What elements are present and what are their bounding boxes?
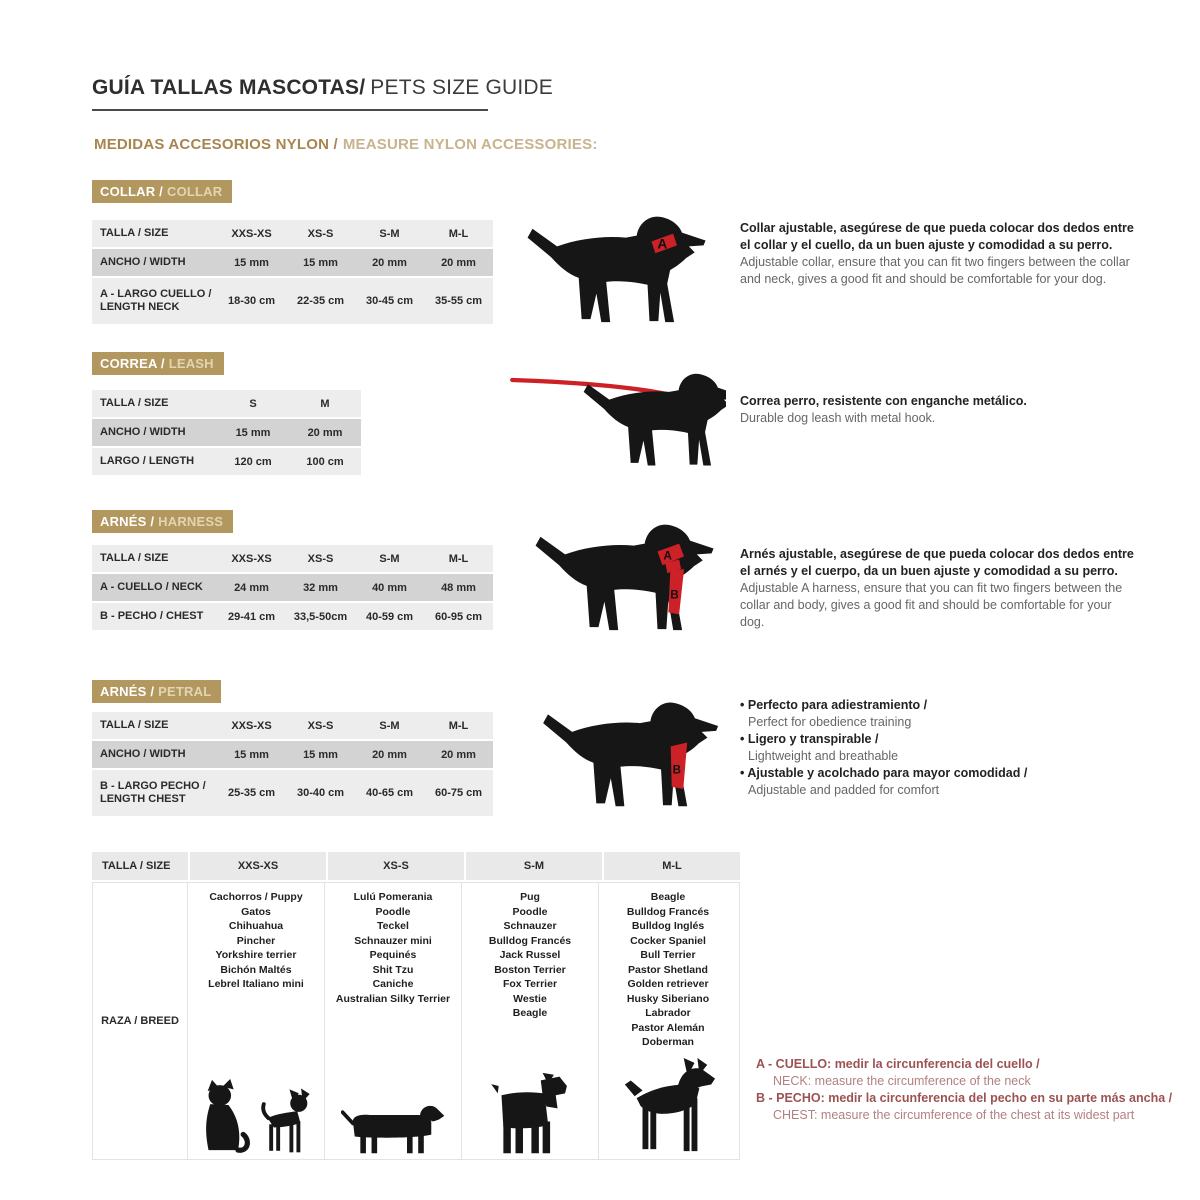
harness-desc-en: Adjustable A harness, ensure that you can fit two fingers between the collar and body, gives a good fit and should be comfortable for your dog.: [740, 581, 1123, 629]
page-title-block: [92, 76, 553, 111]
breed-table-body: [92, 882, 740, 1160]
page-title-es: GUÍA TALLAS MASCOTAS/: [92, 76, 366, 99]
table-cell: S-M: [379, 227, 400, 240]
breed-item: Bull Terrier: [640, 949, 696, 961]
table-cell: 40-59 cm: [365, 610, 414, 623]
table-row: [92, 220, 493, 247]
note-item: [756, 1090, 1172, 1124]
table-row: [92, 448, 361, 475]
note-en: CHEST: measure the circumference of the chest at its widest part: [773, 1108, 1135, 1122]
breed-item: Husky Siberiano: [626, 992, 710, 1005]
bullet-en: Lightweight and breathable: [748, 749, 899, 763]
table-cell: XS-S: [328, 852, 464, 880]
collar-description: [740, 220, 1138, 288]
breed-item: Shit Tzu: [372, 963, 414, 976]
harness-table: [92, 545, 493, 630]
leash-desc-en: Durable dog leash with metal hook.: [740, 411, 936, 425]
breed-table: [92, 852, 740, 1160]
breed-item: Beagle: [650, 891, 686, 903]
table-cell: 20 mm: [372, 256, 407, 269]
bullet-en: Perfect for obedience training: [748, 715, 912, 729]
table-cell: TALLA / SIZE: [100, 719, 169, 731]
table-cell: M-L: [448, 552, 469, 565]
breed-item: Pequinés: [369, 949, 417, 961]
breed-item: Labrador: [645, 1007, 691, 1019]
collar-table: [92, 220, 493, 324]
breed-item: Australian Silky Terrier: [335, 992, 451, 1005]
petral-dog-figure: [535, 698, 733, 814]
table-cell: LARGO / LENGTH: [100, 455, 195, 467]
breed-silhouettes: [618, 1057, 718, 1159]
breed-list: [336, 890, 450, 1006]
leash-desc-es: Correa perro, resistente con enganche metálico.: [740, 394, 1027, 408]
breed-item: Cocker Spaniel: [630, 934, 706, 947]
harness-desc-es: Arnés ajustable, asegúrese de que pueda colocar dos dedos entre el arnés y el cuerpo, da un buen ajuste y comodidad a su perro.: [740, 547, 1134, 578]
chihuahua-icon: [255, 1087, 313, 1157]
table-cell: XS-S: [307, 719, 334, 732]
breed-col-s-m: [462, 883, 599, 1159]
table-row: [92, 770, 493, 816]
breed-item: Bulldog Inglés: [631, 920, 705, 932]
table-cell: 60-95 cm: [434, 610, 483, 623]
table-cell: 40 mm: [372, 581, 407, 594]
petral-table: [92, 712, 493, 816]
note-es: B - PECHO: medir la circunferencia del pecho en su parte más ancha /: [756, 1091, 1173, 1105]
leash-table: [92, 390, 361, 475]
breed-table-header: [92, 852, 740, 880]
table-cell: TALLA / SIZE: [100, 227, 169, 239]
collar-badge-en: COLLAR: [166, 184, 223, 199]
dog-petral-icon: [535, 698, 733, 814]
collar-badge: [92, 180, 232, 203]
breed-item: Fox Terrier: [502, 978, 558, 990]
bullet-es: • Ajustable y acolchado para mayor comodidad /: [740, 766, 1027, 780]
table-cell: TALLA / SIZE: [100, 552, 169, 564]
table-cell: 15 mm: [235, 426, 271, 439]
breed-item: Doberman: [642, 1036, 694, 1048]
collar-badge-es: COLLAR /: [100, 184, 163, 199]
table-cell: TALLA / SIZE: [100, 397, 169, 409]
table-cell: XS-S: [307, 552, 334, 565]
leash-badge-en: LEASH: [168, 356, 214, 371]
table-row: [92, 249, 493, 276]
breed-item: Cachorros / Puppy: [209, 891, 303, 903]
table-cell: XXS-XS: [190, 852, 326, 880]
table-cell: 40-65 cm: [365, 787, 414, 799]
breed-item: Boston Terrier: [494, 963, 566, 976]
table-cell: B - LARGO PECHO / LENGTH CHEST: [100, 780, 206, 805]
breed-item: Chihuahua: [228, 920, 284, 932]
breed-item: Westie: [513, 992, 547, 1005]
table-cell: M-L: [448, 227, 469, 240]
harness-dog-figure: [528, 520, 728, 638]
breed-col-xxs-xs: [188, 883, 325, 1159]
subtitle-en: MEASURE NYLON ACCESSORIES:: [342, 136, 598, 153]
breed-item: Caniche: [372, 978, 414, 990]
table-cell: 24 mm: [234, 581, 269, 594]
breed-item: Beagle: [512, 1007, 548, 1019]
table-cell: A - CUELLO / NECK: [100, 581, 203, 593]
table-cell: XXS-XS: [231, 227, 272, 240]
breed-list: [627, 890, 709, 1050]
breed-silhouettes: [341, 1101, 445, 1159]
table-row: [92, 278, 493, 324]
leash-badge-es: CORREA /: [100, 356, 165, 371]
harness-badge-en: HARNESS: [158, 514, 224, 529]
breed-item: Pastor Shetland: [628, 963, 708, 976]
note-en: NECK: measure the circumference of the neck: [773, 1074, 1031, 1088]
marker-a-label: A: [657, 236, 668, 252]
petral-bullets: [740, 697, 1160, 799]
table-row: [92, 574, 493, 601]
bullet-item: [740, 765, 1160, 799]
breed-item: Yorkshire terrier: [215, 949, 297, 961]
breed-silhouettes: [199, 1079, 313, 1159]
table-cell: A - LARGO CUELLO / LENGTH NECK: [100, 288, 212, 313]
subtitle-es: MEDIDAS ACCESORIOS NYLON /: [94, 136, 338, 153]
table-cell: 15 mm: [234, 748, 269, 761]
table-cell: 20 mm: [441, 256, 476, 269]
table-cell: TALLA / SIZE: [92, 852, 188, 880]
table-cell: ANCHO / WIDTH: [100, 748, 186, 760]
breed-item: Poodle: [375, 905, 411, 918]
breed-silhouettes: [490, 1071, 570, 1159]
table-cell: XXS-XS: [231, 552, 272, 565]
dog-harness-icon: [528, 520, 728, 638]
cat-icon: [199, 1079, 251, 1157]
breed-item: Bulldog Francés: [488, 934, 572, 947]
page-title: [92, 76, 553, 100]
marker-b-label: B: [672, 763, 682, 777]
breed-col-xs-s: [325, 883, 462, 1159]
table-cell: 20 mm: [372, 748, 407, 761]
breed-item: Bulldog Francés: [626, 905, 710, 918]
breed-item: Pincher: [236, 934, 276, 947]
breed-item: Pug: [520, 891, 540, 903]
table-cell: M-L: [448, 719, 469, 732]
bullet-item: [740, 697, 1160, 731]
table-cell: 29-41 cm: [227, 610, 276, 623]
section-subtitle: [94, 136, 598, 153]
table-cell: 15 mm: [303, 256, 338, 269]
breed-col-m-l: [599, 883, 737, 1159]
breed-item: Schnauzer mini: [354, 934, 432, 947]
table-cell: 32 mm: [303, 581, 338, 594]
table-cell: 35-55 cm: [434, 295, 483, 307]
dachshund-icon: [341, 1101, 445, 1157]
table-cell: 15 mm: [303, 748, 338, 761]
table-row: [92, 741, 493, 768]
leash-dog-figure: [508, 362, 726, 480]
page-title-en: PETS SIZE GUIDE: [370, 76, 553, 99]
table-cell: 60-75 cm: [434, 787, 483, 799]
table-cell: 48 mm: [441, 581, 476, 594]
breed-item: Pastor Alemán: [631, 1021, 705, 1034]
dog-leash-icon: [508, 362, 726, 480]
table-cell: B - PECHO / CHEST: [100, 610, 204, 622]
measurement-notes: [756, 1056, 1172, 1124]
breed-item: Teckel: [377, 920, 409, 932]
table-cell: M-L: [604, 852, 740, 880]
table-row: [92, 545, 493, 572]
leash-badge: [92, 352, 224, 375]
table-cell: ANCHO / WIDTH: [100, 256, 186, 268]
table-cell: 25-35 cm: [227, 787, 276, 799]
table-cell: S-M: [379, 552, 400, 565]
petral-badge-es: ARNÉS /: [100, 684, 155, 699]
table-row: [92, 390, 361, 417]
table-cell: 22-35 cm: [296, 295, 345, 307]
breed-item: Jack Russel: [499, 949, 561, 961]
breed-list: [208, 890, 304, 992]
harness-badge-es: ARNÉS /: [100, 514, 155, 529]
harness-description: [740, 546, 1138, 631]
table-cell: ANCHO / WIDTH: [100, 426, 186, 438]
dog-collar-icon: [520, 212, 720, 330]
table-row: [92, 419, 361, 446]
breed-item: Gatos: [241, 905, 271, 918]
table-cell: 30-40 cm: [296, 787, 345, 799]
harness-badge: [92, 510, 233, 533]
table-cell: M: [320, 397, 330, 410]
note-es: A - CUELLO: medir la circunferencia del cuello /: [756, 1057, 1040, 1071]
table-cell: 18-30 cm: [227, 295, 276, 307]
petral-badge: [92, 680, 221, 703]
table-cell: 20 mm: [307, 426, 343, 439]
table-cell: S: [249, 397, 257, 410]
table-cell: S-M: [466, 852, 602, 880]
table-cell: 100 cm: [306, 455, 344, 468]
bullet-es: • Ligero y transpirable /: [740, 732, 878, 746]
breed-item: Lulú Pomerania: [353, 891, 433, 903]
bullet-es: • Perfecto para adiestramiento /: [740, 698, 927, 712]
table-cell: 15 mm: [234, 256, 269, 269]
table-row: [92, 603, 493, 630]
table-cell: XXS-XS: [231, 719, 272, 732]
table-cell: XS-S: [307, 227, 334, 240]
breed-item: Bichón Maltés: [220, 963, 292, 976]
collar-desc-en: Adjustable collar, ensure that you can fit two fingers between the collar and neck, gives a good fit and should be comfortable for your dog.: [740, 255, 1130, 286]
marker-b-label: B: [670, 587, 679, 602]
breed-list: [489, 890, 571, 1021]
breed-item: Schnauzer: [503, 920, 557, 932]
breed-item: Poodle: [512, 905, 548, 918]
breed-item: Golden retriever: [627, 978, 709, 990]
schnauzer-icon: [490, 1071, 570, 1157]
collar-desc-es: Collar ajustable, asegúrese de que pueda colocar dos dedos entre el collar y el cuello, da un buen ajuste y comodidad a su perro.: [740, 221, 1134, 252]
leash-description: [740, 393, 1138, 427]
bullet-item: [740, 731, 1160, 765]
breed-item: Lebrel Italiano mini: [208, 978, 304, 990]
marker-a-label: A: [663, 548, 672, 563]
bullet-en: Adjustable and padded for comfort: [748, 783, 940, 797]
note-item: [756, 1056, 1172, 1090]
table-cell: 120 cm: [234, 455, 272, 468]
breed-row-label: RAZA / BREED: [93, 883, 188, 1159]
table-cell: 20 mm: [441, 748, 476, 761]
table-cell: 30-45 cm: [365, 295, 414, 307]
table-cell: S-M: [379, 719, 400, 732]
table-cell: 33,5-50cm: [293, 610, 348, 623]
collar-dog-figure: [520, 212, 720, 330]
doberman-icon: [618, 1057, 718, 1157]
table-row: [92, 712, 493, 739]
petral-badge-en: PETRAL: [158, 684, 212, 699]
